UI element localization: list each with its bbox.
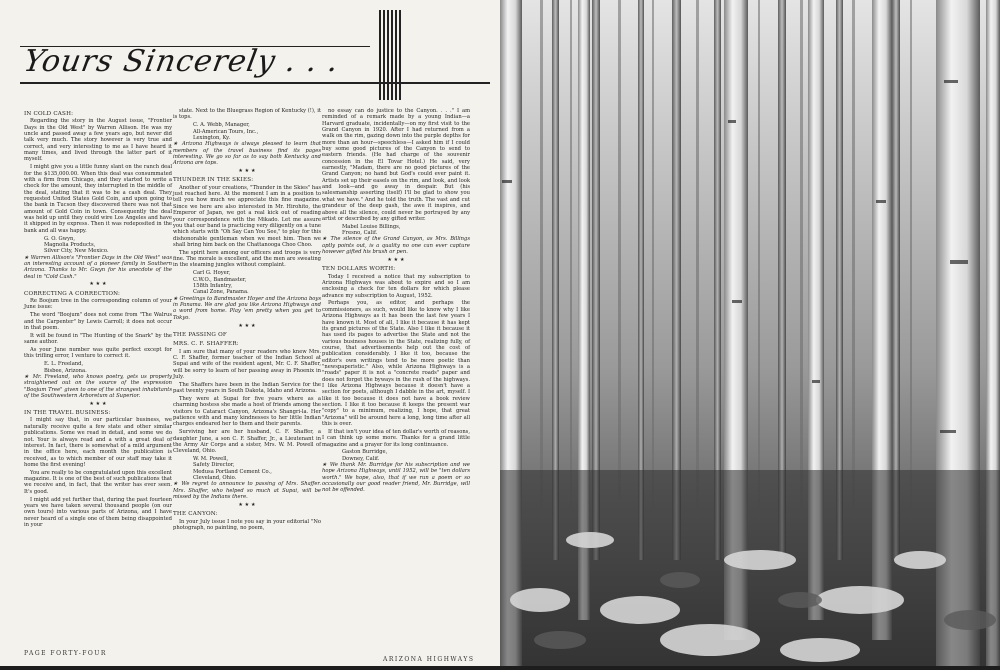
signature-line: Canal Zone, Panama. (193, 289, 249, 296)
divider-stars: ★ ★ ★ (387, 256, 405, 263)
page-number: PAGE FORTY-FOUR (24, 650, 107, 657)
divider-stars: ★ ★ ★ (238, 501, 256, 508)
signature-line: Gaston Burridge, (342, 449, 388, 456)
paragraph: It will be found in "The Hunting of the Snark" by the same author. (24, 332, 172, 346)
paragraph: If that isn't your idea of ten dollar's worth of reasons, I can think up some more. Thanks for a grand little magazine and a prayer for its long continuance. (322, 428, 470, 448)
signature-line: Medusa Portland Cement Co., (193, 468, 272, 475)
letter-heading: THE PASSING OF (173, 331, 227, 338)
letter-heading: CORRECTING A CORRECTION: (24, 290, 121, 297)
paragraph: I might say that, in our particular business, we naturally receive quite a few state and other similar publications. Some we read in detail, and some we do not. Your is always read and a with a great deal of interest. In fact, there is somewhat of a mild argument in the office here, each month the publication is received, as to which member of our staff may take it home the first evening! (24, 417, 172, 468)
text-column-1 (24, 108, 172, 530)
page-title: Yours Sincerely . . . (20, 44, 342, 79)
signature-line: Cleveland, Ohio. (193, 475, 237, 482)
letters-page (0, 0, 500, 666)
signature-line: G. O. Gwyn, (44, 235, 76, 242)
signature-line: Bisbee, Arizona. (44, 367, 87, 374)
letter-heading: MRS. C. F. SHAFFER: (173, 341, 239, 348)
editor-note: ★ Greetings to Bandmaster Hoyer and the Arizona boys in Panama. We are glad you like Arizona Highways and a word from home. Play 'em pretty when you get to Tokyo. (173, 295, 321, 321)
signature-line: Carl G. Hoyer, (193, 270, 231, 277)
paragraph: They were at Supai for five years where as a charming hostess she made a host of friends among the visitors to Cataract Canyon, Arizona's Shangri-la. Her patience with and many kindnesses to her little Indian charges endeared her to them and their parents. (173, 395, 321, 428)
paragraph: Another of your creations, "Thunder in the Skies" has just reached here. At the moment I am in a position to tell you how much we appreciate this fine magazine. Since we here are also interested in Mr. Hirohito, the Emperor of Japan, we got a real kick out of reading your correspondence with the Mikado. Let me assure you that our band is practicing very diligently on a tune which starts with "Oh Say Can You See," to play for this dishonorable gentleman when we meet him. Then we shall bring him back on the Chattanooga Choo Choo. (173, 184, 321, 248)
paragraph: Regarding the story in the August issue, "Frontier Days in the Old West" by Warren Allison. He was my uncle and passed away a few years ago, but never did talk very much. The story however is very true and correct, and very interesting to me as I have heard it many times, and lived through the latter part of it myself. (24, 118, 172, 163)
divider-stars: ★ ★ ★ (238, 168, 256, 175)
paragraph: As your June number was quite perfect except for this trifling error, I venture to correct it. (24, 347, 172, 360)
divider-stars: ★ ★ ★ (89, 400, 107, 407)
signature-line: 158th Infantry, (193, 282, 233, 289)
paragraph: I am sure that many of your readers who knew Mrs. C. F. Shaffer, former teacher of the Indian School at Supai and wife of the resident agent, Mr. C. F. Shaffer, will be sorry to learn of her passing away in Phoenix in July. (173, 348, 321, 380)
paragraph: Today I received a notice that my subscription to Arizona Highways was about to expire and so I am enclosing a check for ten dollars for which please advance my subscription to August, 1952. (322, 273, 470, 299)
editor-note: ★ The silence of the Grand Canyon, as Mrs. Billings aptly points out, is a quality no one can ever capture however gifted his brush or pen. (322, 236, 470, 256)
paragraph: I might add yet further that, during the past fourteen years we have taken several thousand people (on our own tours) into various parts of Arizona, and I have never heard of a single one of them being disappointed in your (24, 496, 172, 528)
text-column-2 (173, 108, 321, 533)
signature-line: C. A. Webb, Manager, (193, 122, 250, 129)
divider-stars: ★ ★ ★ (238, 322, 256, 329)
letter-heading: THE CANYON: (173, 511, 218, 518)
signature-line: Magnolia Products, (44, 241, 96, 248)
masthead-rule (20, 82, 490, 84)
editor-note: ★ Mr. Freeland, who knows poetry, gets us properly straightened out on the source of the expression "Boojum Tree" given to one of the strangest inhabitants of the Southwestern Arboretum at Superior. (24, 373, 172, 399)
magazine-name: ARIZONA HIGHWAYS (383, 656, 475, 663)
editor-note: ★ We regret to announce to passing of Mrs. Shaffer. Mrs. Shaffer, who helped so much at Supai, will be missed by the Indians there. (173, 481, 321, 501)
paragraph: The spirit here among our officers and troops is very fine. The morale is excellent, and the men are sweating in the steaming jungles without complaint. (173, 249, 321, 269)
signature-line: Downey, Calif. (342, 455, 380, 462)
paragraph: In your July issue I note you say in your editorial "No photograph, no painting, no poem, (173, 518, 321, 531)
aspen-forest-illustration (500, 0, 1000, 666)
paragraph: no essay can do justice to the Canyon. . . ." I am reminded of a remark made by a young Indian—a Harvard graduate, incidentally—on my first visit to the Grand Canyon in 1920. After I had returned from a walk on the rim, gazing down into the purple depths for more than an hour—speechless—I asked him if I could buy some good pictures of the Canyon to send to eastern friends. (He had charge of the souvenir concession in the El Tovar Hotel.) He said, very earnestly, "Madam, there are no good pictures of the Grand Canyon; no hand but God's could ever paint it. Artists set up their easels on the rim, and look, and look and look—and go away in despair. But (his salesmanship asserting itself) I'll be glad to show you what we have." And he told the truth. The vast and cut grandeur of the deep gash, the awe it inspires, and above all the silence, could never be portrayed by any artist or described by any gifted writer. (322, 108, 470, 222)
signature-line: E. L. Freeland, (44, 361, 84, 368)
signature-line: Silver City, New Mexico. (44, 248, 109, 255)
paragraph: state. Next to the Bluegrass Region of Kentucky (!), it is tops. (173, 108, 321, 121)
text-column-3 (322, 108, 470, 495)
paragraph: You are really to be congratulated upon this excellent magazine. It is one of the best of such publications that we receive and, in fact, that the writer has ever seen. It's good. (24, 469, 172, 495)
signature-line: Lexington, Ky. (193, 134, 231, 141)
letter-heading: IN COLD CASH: (24, 111, 74, 117)
letter-heading: THUNDER IN THE SKIES: (173, 177, 254, 184)
editor-note: ★ We thank Mr. Burridge for his subscription and we hope Arizona Highways, until 1952, will be "ten dollars worth." We hope, also, that if we run a poem or so occasionally our good reader friend, Mr. Burridge, will not be offended. (322, 462, 470, 494)
signature-line: W. M. Powell, (193, 456, 229, 463)
signature-line: Safety Director, (193, 462, 235, 469)
paragraph: I might give you a little funny slant on the ranch deal for the $135,000.00. When this deal was consummated with a firm from Chicago, and they started to write a check for the amount, they interrupted in the middle of the deal, stating that it was to be a cash deal. They requested United States Gold Coin, and upon going to the bank in Tucson they discovered there was not that amount of Gold Coin in town. Consequently the deal was held up until they could wire Los Angeles and have it shipped in by express. Then it was redeposited in the bank and all was happy. (24, 164, 172, 234)
paragraph: Perhaps you, as editor, and perhaps the commissioners, as such, would like to know why I like Arizona Highways as it has been the last few years I have known it. Most of all, I like it because it has kept its grand pictures of the State. Also I like it because it has used its pages to advertise the State and not the various business houses in the State, realizing fully, of course, that advertisements help out the cost of publication considerably. I like it too, because the editor's own writings tend to be more poetic than "newspaperistic." Also, while Arizona Highways is a "roads" paper it is not a "concrete roads" paper and does not forget the byways in the rush of the highways. I like Arizona Highways because it doesn't have a section for poets, although I dabble in the art, myself. I like it too because it does not have a book review section. I like it too because it keeps the present war "copy" to a minimum, realizing, I hope, that great "Arizona" will be around here a long, long time after all this is over. (322, 300, 470, 427)
editor-note: ★ Warren Allison's "Frontier Days in the Old West" was an interesting account of a pioneer family in Southern Arizona. Thanks to Mr. Gwyn for his anecdote of the deal in "Cold Cash." (24, 254, 172, 280)
paragraph: Re Boojum tree in the corresponding column of your June issue: (24, 298, 172, 311)
masthead-stripes (379, 10, 403, 100)
signature-line: C.W.O., Bandmaster, (193, 276, 247, 283)
editor-note: ★ Arizona Highways is always pleased to learn that members of the travel business find its pages interesting. We go so far as to say both Kentucky and Arizona are tops. (173, 141, 321, 167)
signature-line: Fresno, Calif. (342, 230, 378, 237)
divider-stars: ★ ★ ★ (89, 281, 107, 288)
paragraph: Surviving her are her husband, C. F. Shaffer, a daughter June, a son C. F. Shaffer, Jr., a Lieutenant in the Army Air Corps and a sister, Mrs. W. M. Powell of Cleveland, Ohio. (173, 429, 321, 455)
paragraph: The word "Boojum" does not come from "The Walrus and the Carpenter" by Lewis Carroll; it does not occur in that poem. (24, 312, 172, 331)
letter-heading: IN THE TRAVEL BUSINESS: (24, 410, 111, 417)
paragraph: The Shaffers have been in the Indian Service for the past twenty years in South Dakota, Idaho and Arizona. (173, 381, 321, 395)
letter-heading: TEN DOLLARS WORTH: (322, 266, 396, 273)
signature-line: All-American Tours, Inc., (193, 128, 259, 135)
signature-line: Mabel Louise Billings, (342, 223, 401, 230)
